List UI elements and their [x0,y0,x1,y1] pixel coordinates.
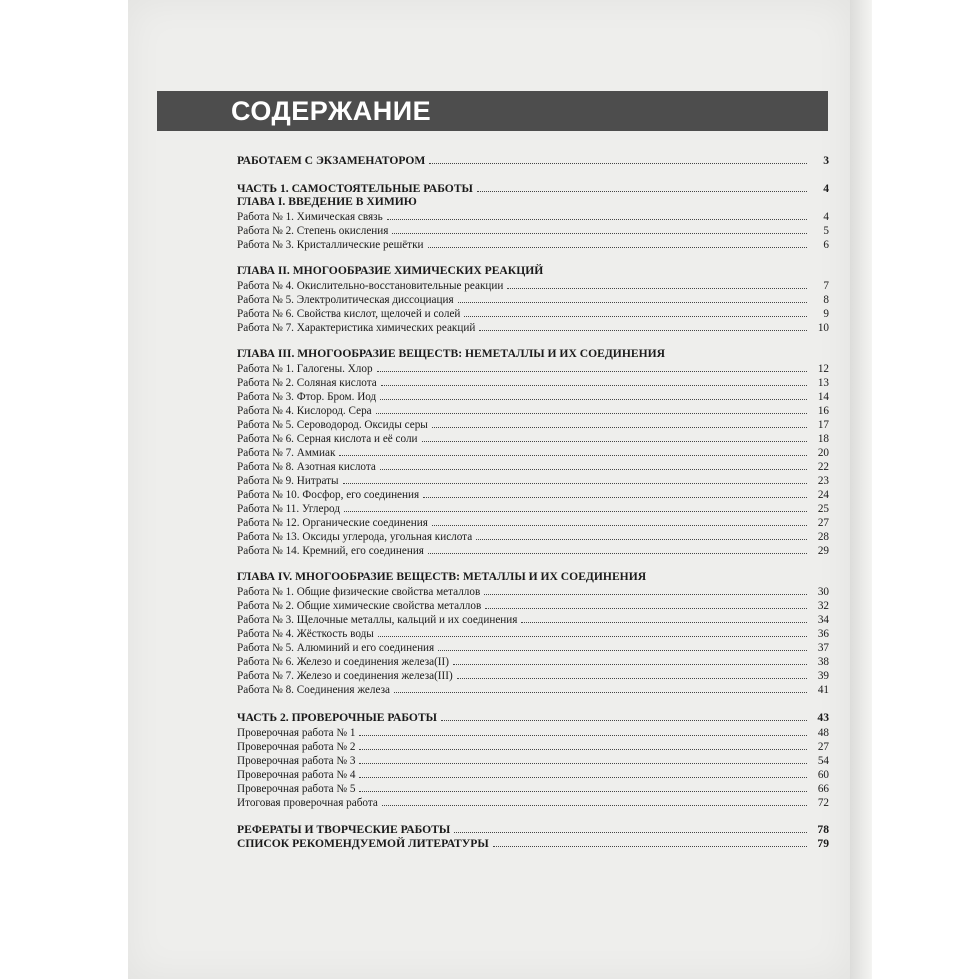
toc-entry-label: Работа № 4. Кислород. Сера [237,405,372,417]
toc-entry-page: 30 [817,586,829,598]
toc-entry-label: Работа № 5. Электролитическая диссоциация [237,294,454,306]
toc-entry-page: 22 [817,461,829,473]
toc-entry[interactable] [237,796,829,810]
toc-entry-label: Работа № 4. Окислительно-восстановительные реакции [237,280,504,292]
toc-entry-page: 79 [817,837,829,850]
toc-entry-label: Работа № 1. Химическая связь [237,211,383,223]
toc-entry[interactable] [237,210,829,224]
toc-entry-label: РАБОТАЕМ С ЭКЗАМЕНАТОРОМ [237,154,426,167]
toc-entry-page: 25 [817,503,829,515]
toc-entry-page: 43 [817,711,829,724]
toc-entry-label: ЧАСТЬ 2. ПРОВЕРОЧНЫЕ РАБОТЫ [237,711,438,724]
toc-entry-label: Работа № 6. Свойства кислот, щелочей и солей [237,308,461,320]
toc-entry-page: 12 [817,363,829,375]
toc-entry-label: Работа № 3. Кристаллические решётки [237,239,424,251]
toc-entry[interactable] [237,726,829,740]
toc-entry[interactable] [237,641,829,655]
toc-entry-label: Работа № 9. Нитраты [237,475,339,487]
chapter-heading: ГЛАВА III. МНОГООБРАЗИЕ ВЕЩЕСТВ: НЕМЕТАЛЛЫ И ИХ СОЕДИНЕНИЯ [237,347,665,360]
toc-entry[interactable] [237,362,829,376]
toc-entry-page: 13 [817,377,829,389]
toc-entry-label: Работа № 12. Органические соединения [237,517,428,529]
toc-entry[interactable] [237,613,829,627]
toc-entry-essays[interactable] [237,823,829,837]
toc-entry-label: Работа № 7. Железо и соединения железа(III) [237,670,453,682]
toc-entry[interactable] [237,599,829,613]
toc-entry-page: 14 [817,391,829,403]
toc-entry-label: СПИСОК РЕКОМЕНДУЕМОЙ ЛИТЕРАТУРЫ [237,837,489,850]
toc-entry-page: 36 [817,628,829,640]
toc-entry[interactable] [237,307,829,321]
toc-entry-intro[interactable] [237,154,829,168]
toc-entry[interactable] [237,669,829,683]
toc-entry-page: 27 [817,517,829,529]
toc-entry-label: Проверочная работа № 1 [237,727,356,739]
toc-entry-page: 38 [817,656,829,668]
toc-entry-label: Проверочная работа № 4 [237,769,356,781]
toc-entry-label: Работа № 7. Аммиак [237,447,336,459]
toc-entry-page: 10 [817,322,829,334]
toc-entry-page: 66 [817,783,829,795]
toc-entry-label: Проверочная работа № 5 [237,783,356,795]
toc-entry-page: 8 [823,294,829,306]
toc-entry-label: Работа № 2. Соляная кислота [237,377,377,389]
toc-entry-label: РЕФЕРАТЫ И ТВОРЧЕСКИЕ РАБОТЫ [237,823,451,836]
toc-entry[interactable] [237,768,829,782]
toc-entry[interactable] [237,627,829,641]
toc-entry-page: 7 [823,280,829,292]
toc-entry[interactable] [237,585,829,599]
toc-entry-label: Работа № 7. Характеристика химических реакций [237,322,476,334]
chapter-heading: ГЛАВА IV. МНОГООБРАЗИЕ ВЕЩЕСТВ: МЕТАЛЛЫ И ИХ СОЕДИНЕНИЯ [237,570,647,583]
toc-entry[interactable] [237,404,829,418]
toc-entry-page: 16 [817,405,829,417]
toc-entry[interactable] [237,530,829,544]
toc-entry[interactable] [237,390,829,404]
toc-entry-page: 27 [817,741,829,753]
toc-entry-label: Работа № 8. Соединения железа [237,684,390,696]
toc-entry-label: Итоговая проверочная работа [237,797,378,809]
toc-entry-label: Работа № 11. Углерод [237,503,341,515]
toc-entry-label: Работа № 2. Общие химические свойства металлов [237,600,482,612]
toc-entry-page: 29 [817,545,829,557]
toc-entry[interactable] [237,754,829,768]
toc-entry-page: 32 [817,600,829,612]
toc-entry-page: 24 [817,489,829,501]
toc-entry-part2[interactable] [237,711,829,725]
toc-entry-page: 20 [817,447,829,459]
toc-entry-page: 60 [817,769,829,781]
toc-entry-page: 6 [823,239,829,251]
toc-entry[interactable] [237,446,829,460]
toc-entry-label: Работа № 1. Общие физические свойства металлов [237,586,481,598]
toc-entry[interactable] [237,740,829,754]
toc-entry-page: 17 [817,419,829,431]
toc-entry-page: 3 [823,154,829,167]
chapter-heading: ГЛАВА II. МНОГООБРАЗИЕ ХИМИЧЕСКИХ РЕАКЦИЙ [237,264,544,277]
toc-entry[interactable] [237,279,829,293]
toc-entry[interactable] [237,474,829,488]
page-edge [850,0,872,979]
toc-entry-page: 48 [817,727,829,739]
toc-entry[interactable] [237,224,829,238]
toc-entry-page: 23 [817,475,829,487]
toc-entry[interactable] [237,460,829,474]
toc-entry-label: Работа № 2. Степень окисления [237,225,389,237]
toc-entry-page: 9 [823,308,829,320]
toc-entry-label: Работа № 8. Азотная кислота [237,461,376,473]
toc-entry-label: Работа № 3. Фтор. Бром. Иод [237,391,377,403]
toc-entry-page: 28 [817,531,829,543]
toc-entry-page: 54 [817,755,829,767]
toc-entry[interactable] [237,418,829,432]
toc-entry-label: Работа № 14. Кремний, его соединения [237,545,424,557]
contents-header [157,91,828,131]
toc-entry[interactable] [237,293,829,307]
toc-entry[interactable] [237,516,829,530]
toc-entry-label: Работа № 6. Железо и соединения железа(II) [237,656,449,668]
toc-entry-page: 5 [823,225,829,237]
toc-entry[interactable] [237,655,829,669]
toc-entry-label: Работа № 5. Алюминий и его соединения [237,642,435,654]
toc-entry-label: Работа № 5. Сероводород. Оксиды серы [237,419,428,431]
toc-entry-page: 78 [817,823,829,836]
toc-entry-label: Проверочная работа № 2 [237,741,356,753]
toc-entry[interactable] [237,782,829,796]
toc-entry-page: 72 [817,797,829,809]
toc-entry-label: Работа № 3. Щелочные металлы, кальций и их соединения [237,614,518,626]
toc-entry-literature[interactable] [237,837,829,851]
chapter-heading: ГЛАВА I. ВВЕДЕНИЕ В ХИМИЮ [237,195,417,208]
toc-entry-part1[interactable] [237,182,829,196]
toc-entry-label: Работа № 6. Серная кислота и её соли [237,433,418,445]
toc-entry[interactable] [237,432,829,446]
toc-entry[interactable] [237,488,829,502]
page-title: СОДЕРЖАНИЕ [231,96,432,126]
toc-entry-label: Работа № 13. Оксиды углерода, угольная кислота [237,531,473,543]
toc-entry-label: Работа № 1. Галогены. Хлор [237,363,373,375]
toc-entry-page: 18 [817,433,829,445]
toc-entry-label: Проверочная работа № 3 [237,755,356,767]
toc-entry-page: 41 [817,684,829,696]
toc-entry-page: 37 [817,642,829,654]
toc-entry[interactable] [237,544,829,558]
toc-entry-label: ЧАСТЬ 1. САМОСТОЯТЕЛЬНЫЕ РАБОТЫ [237,182,473,195]
toc-entry-page: 4 [823,182,829,195]
toc-entry-label: Работа № 4. Жёсткость воды [237,628,374,640]
toc-entry[interactable] [237,376,829,390]
toc-entry-page: 34 [817,614,829,626]
toc-entry-page: 4 [823,211,829,223]
toc-entry-label: Работа № 10. Фосфор, его соединения [237,489,420,501]
toc-entry[interactable] [237,683,829,697]
toc-entry[interactable] [237,238,829,252]
toc-entry[interactable] [237,321,829,335]
toc-entry[interactable] [237,502,829,516]
toc-entry-page: 39 [817,670,829,682]
